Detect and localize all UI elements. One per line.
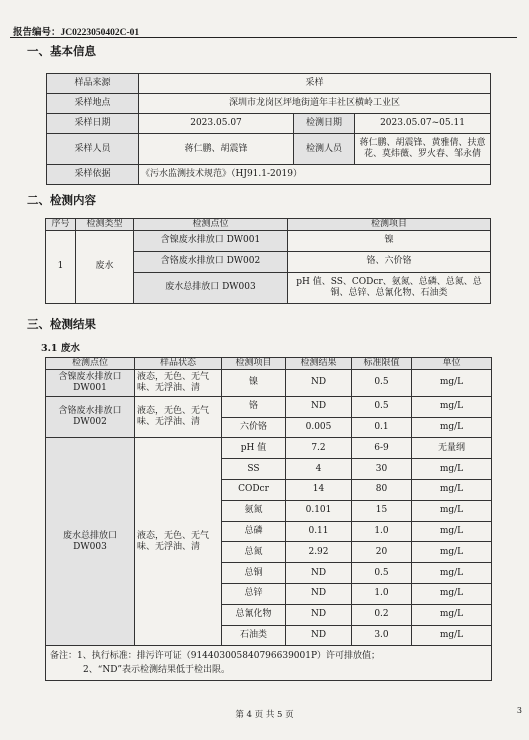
table-row — [47, 74, 491, 94]
column-header: 单位 — [412, 358, 492, 370]
cell-result: 0.005 — [286, 417, 352, 438]
cell-label: 采样依据 — [47, 165, 139, 185]
column-header: 序号 — [46, 219, 76, 231]
column-header: 检测项目 — [222, 358, 286, 370]
cell-unit: mg/L — [412, 417, 492, 438]
cell-label: 采样人员 — [47, 134, 139, 165]
column-header: 检测结果 — [286, 358, 352, 370]
cell-item: 铬 — [222, 396, 286, 417]
cell-limit: 20 — [352, 542, 412, 563]
cell-limit: 30 — [352, 459, 412, 480]
cell-result: ND — [286, 604, 352, 625]
section-title-content: 二、检测内容 — [27, 193, 96, 207]
cell-state: 液态，无色、无气味、无浮油、清 — [135, 396, 222, 438]
table-row — [47, 134, 491, 165]
cell-item: 总氰化物 — [222, 604, 286, 625]
column-header: 检测点位 — [46, 358, 135, 370]
cell-result: 0.11 — [286, 521, 352, 542]
cell-value: 《污水监测技术规范》（HJ91.1-2019） — [139, 165, 491, 185]
corner-number: 3 — [516, 706, 522, 715]
cell-item: 总氮 — [222, 542, 286, 563]
basic-info-table — [46, 73, 491, 185]
cell-unit: mg/L — [412, 369, 492, 396]
cell-point: 含铬废水排放口 DW002 — [46, 396, 135, 438]
cell-type: 废水 — [76, 230, 134, 303]
table-header-row — [46, 358, 492, 370]
cell-result: ND — [286, 563, 352, 584]
cell-value: 2023.05.07~05.11 — [355, 114, 491, 134]
cell-result: ND — [286, 396, 352, 417]
cell-items: 铬、六价铬 — [288, 251, 491, 272]
cell-value: 2023.05.07 — [139, 114, 294, 134]
table-header-row — [46, 219, 491, 231]
cell-value: 采样 — [139, 74, 491, 94]
cell-point: 含镍废水排放口 DW001 — [46, 369, 135, 396]
cell-unit: mg/L — [412, 604, 492, 625]
column-header: 检测类型 — [76, 219, 134, 231]
cell-items: 镍 — [288, 230, 491, 251]
cell-state: 液态，无色、无气味、无浮油、清 — [135, 438, 222, 646]
cell-unit: mg/L — [412, 521, 492, 542]
cell-item: 镍 — [222, 369, 286, 396]
note-line-1: 备注：1、执行标准：排污许可证（91440300584079663900​1P）许可排放值； — [50, 651, 381, 662]
table-row — [46, 396, 492, 417]
page-footer: 第 4 页 共 5 页 — [235, 710, 294, 720]
header-rule — [10, 37, 517, 38]
cell-item: 石油类 — [222, 625, 286, 646]
cell-item: 六价铬 — [222, 417, 286, 438]
cell-limit: 3.0 — [352, 625, 412, 646]
cell-point: 含铬废水排放口 DW002 — [134, 251, 288, 272]
cell-items: pH 值、SS、CODcr、氨氮、总磷、总氮、总铜、总锌、总氰化物、石油类 — [288, 272, 491, 303]
cell-state: 液态，无色、无气味、无浮油、清 — [135, 369, 222, 396]
section-title-results: 三、检测结果 — [27, 317, 96, 331]
cell-result: 0.101 — [286, 500, 352, 521]
cell-unit: mg/L — [412, 563, 492, 584]
cell-result: 4 — [286, 459, 352, 480]
cell-limit: 0.2 — [352, 604, 412, 625]
cell-unit: mg/L — [412, 479, 492, 500]
subsection-title-wastewater: 3.1 废水 — [41, 343, 80, 354]
table-row — [46, 369, 492, 396]
cell-item: pH 值 — [222, 438, 286, 459]
column-header: 检测项目 — [288, 219, 491, 231]
table-row — [46, 230, 491, 251]
table-row — [46, 438, 492, 459]
cell-limit: 0.5 — [352, 396, 412, 417]
cell-label: 检测人员 — [294, 134, 355, 165]
cell-result: 14 — [286, 479, 352, 500]
cell-item: 总磷 — [222, 521, 286, 542]
cell-result: 2.92 — [286, 542, 352, 563]
cell-item: 氨氮 — [222, 500, 286, 521]
section-title-basic-info: 一、基本信息 — [27, 44, 96, 58]
cell-value: 深圳市龙岗区坪地街道年丰社区横岭工业区 — [139, 94, 491, 114]
column-header: 样品状态 — [135, 358, 222, 370]
table-row — [47, 165, 491, 185]
cell-point: 废水总排放口 DW003 — [46, 438, 135, 646]
notes-row — [46, 646, 492, 681]
cell-unit: mg/L — [412, 625, 492, 646]
cell-item: CODcr — [222, 479, 286, 500]
table-row — [47, 114, 491, 134]
cell-result: ND — [286, 583, 352, 604]
cell-unit: mg/L — [412, 396, 492, 417]
cell-value: 蒋仁鹏、胡震锋、黄雅倩、扶意花、莫炜薇、罗火春、邹永倩 — [355, 134, 491, 165]
cell-limit: 6-9 — [352, 438, 412, 459]
cell-item: SS — [222, 459, 286, 480]
cell-unit: mg/L — [412, 500, 492, 521]
notes-cell — [46, 646, 492, 681]
cell-point: 含镍废水排放口 DW001 — [134, 230, 288, 251]
cell-value: 蒋仁鹏、胡震锋 — [139, 134, 294, 165]
results-table — [45, 357, 492, 681]
table-row — [47, 94, 491, 114]
cell-result: 7.2 — [286, 438, 352, 459]
cell-limit: 80 — [352, 479, 412, 500]
cell-result: ND — [286, 369, 352, 396]
report-number: 报告编号：JC0223050402C-01 — [13, 28, 140, 38]
cell-label: 样品来源 — [47, 74, 139, 94]
cell-no: 1 — [46, 230, 76, 303]
cell-limit: 0.5 — [352, 369, 412, 396]
note-line-2: 2、“ND”表示检测结果低于检出限。 — [83, 665, 231, 676]
cell-unit: 无量纲 — [412, 438, 492, 459]
cell-point: 废水总排放口 DW003 — [134, 272, 288, 303]
column-header: 检测点位 — [134, 219, 288, 231]
column-header: 标准限值 — [352, 358, 412, 370]
test-content-table — [45, 218, 491, 304]
cell-unit: mg/L — [412, 583, 492, 604]
cell-label: 采样日期 — [47, 114, 139, 134]
cell-label: 检测日期 — [294, 114, 355, 134]
cell-unit: mg/L — [412, 459, 492, 480]
cell-result: ND — [286, 625, 352, 646]
cell-limit: 0.5 — [352, 563, 412, 584]
cell-item: 总铜 — [222, 563, 286, 584]
cell-unit: mg/L — [412, 542, 492, 563]
cell-limit: 15 — [352, 500, 412, 521]
cell-limit: 1.0 — [352, 583, 412, 604]
cell-label: 采样地点 — [47, 94, 139, 114]
cell-limit: 0.1 — [352, 417, 412, 438]
cell-item: 总锌 — [222, 583, 286, 604]
cell-limit: 1.0 — [352, 521, 412, 542]
